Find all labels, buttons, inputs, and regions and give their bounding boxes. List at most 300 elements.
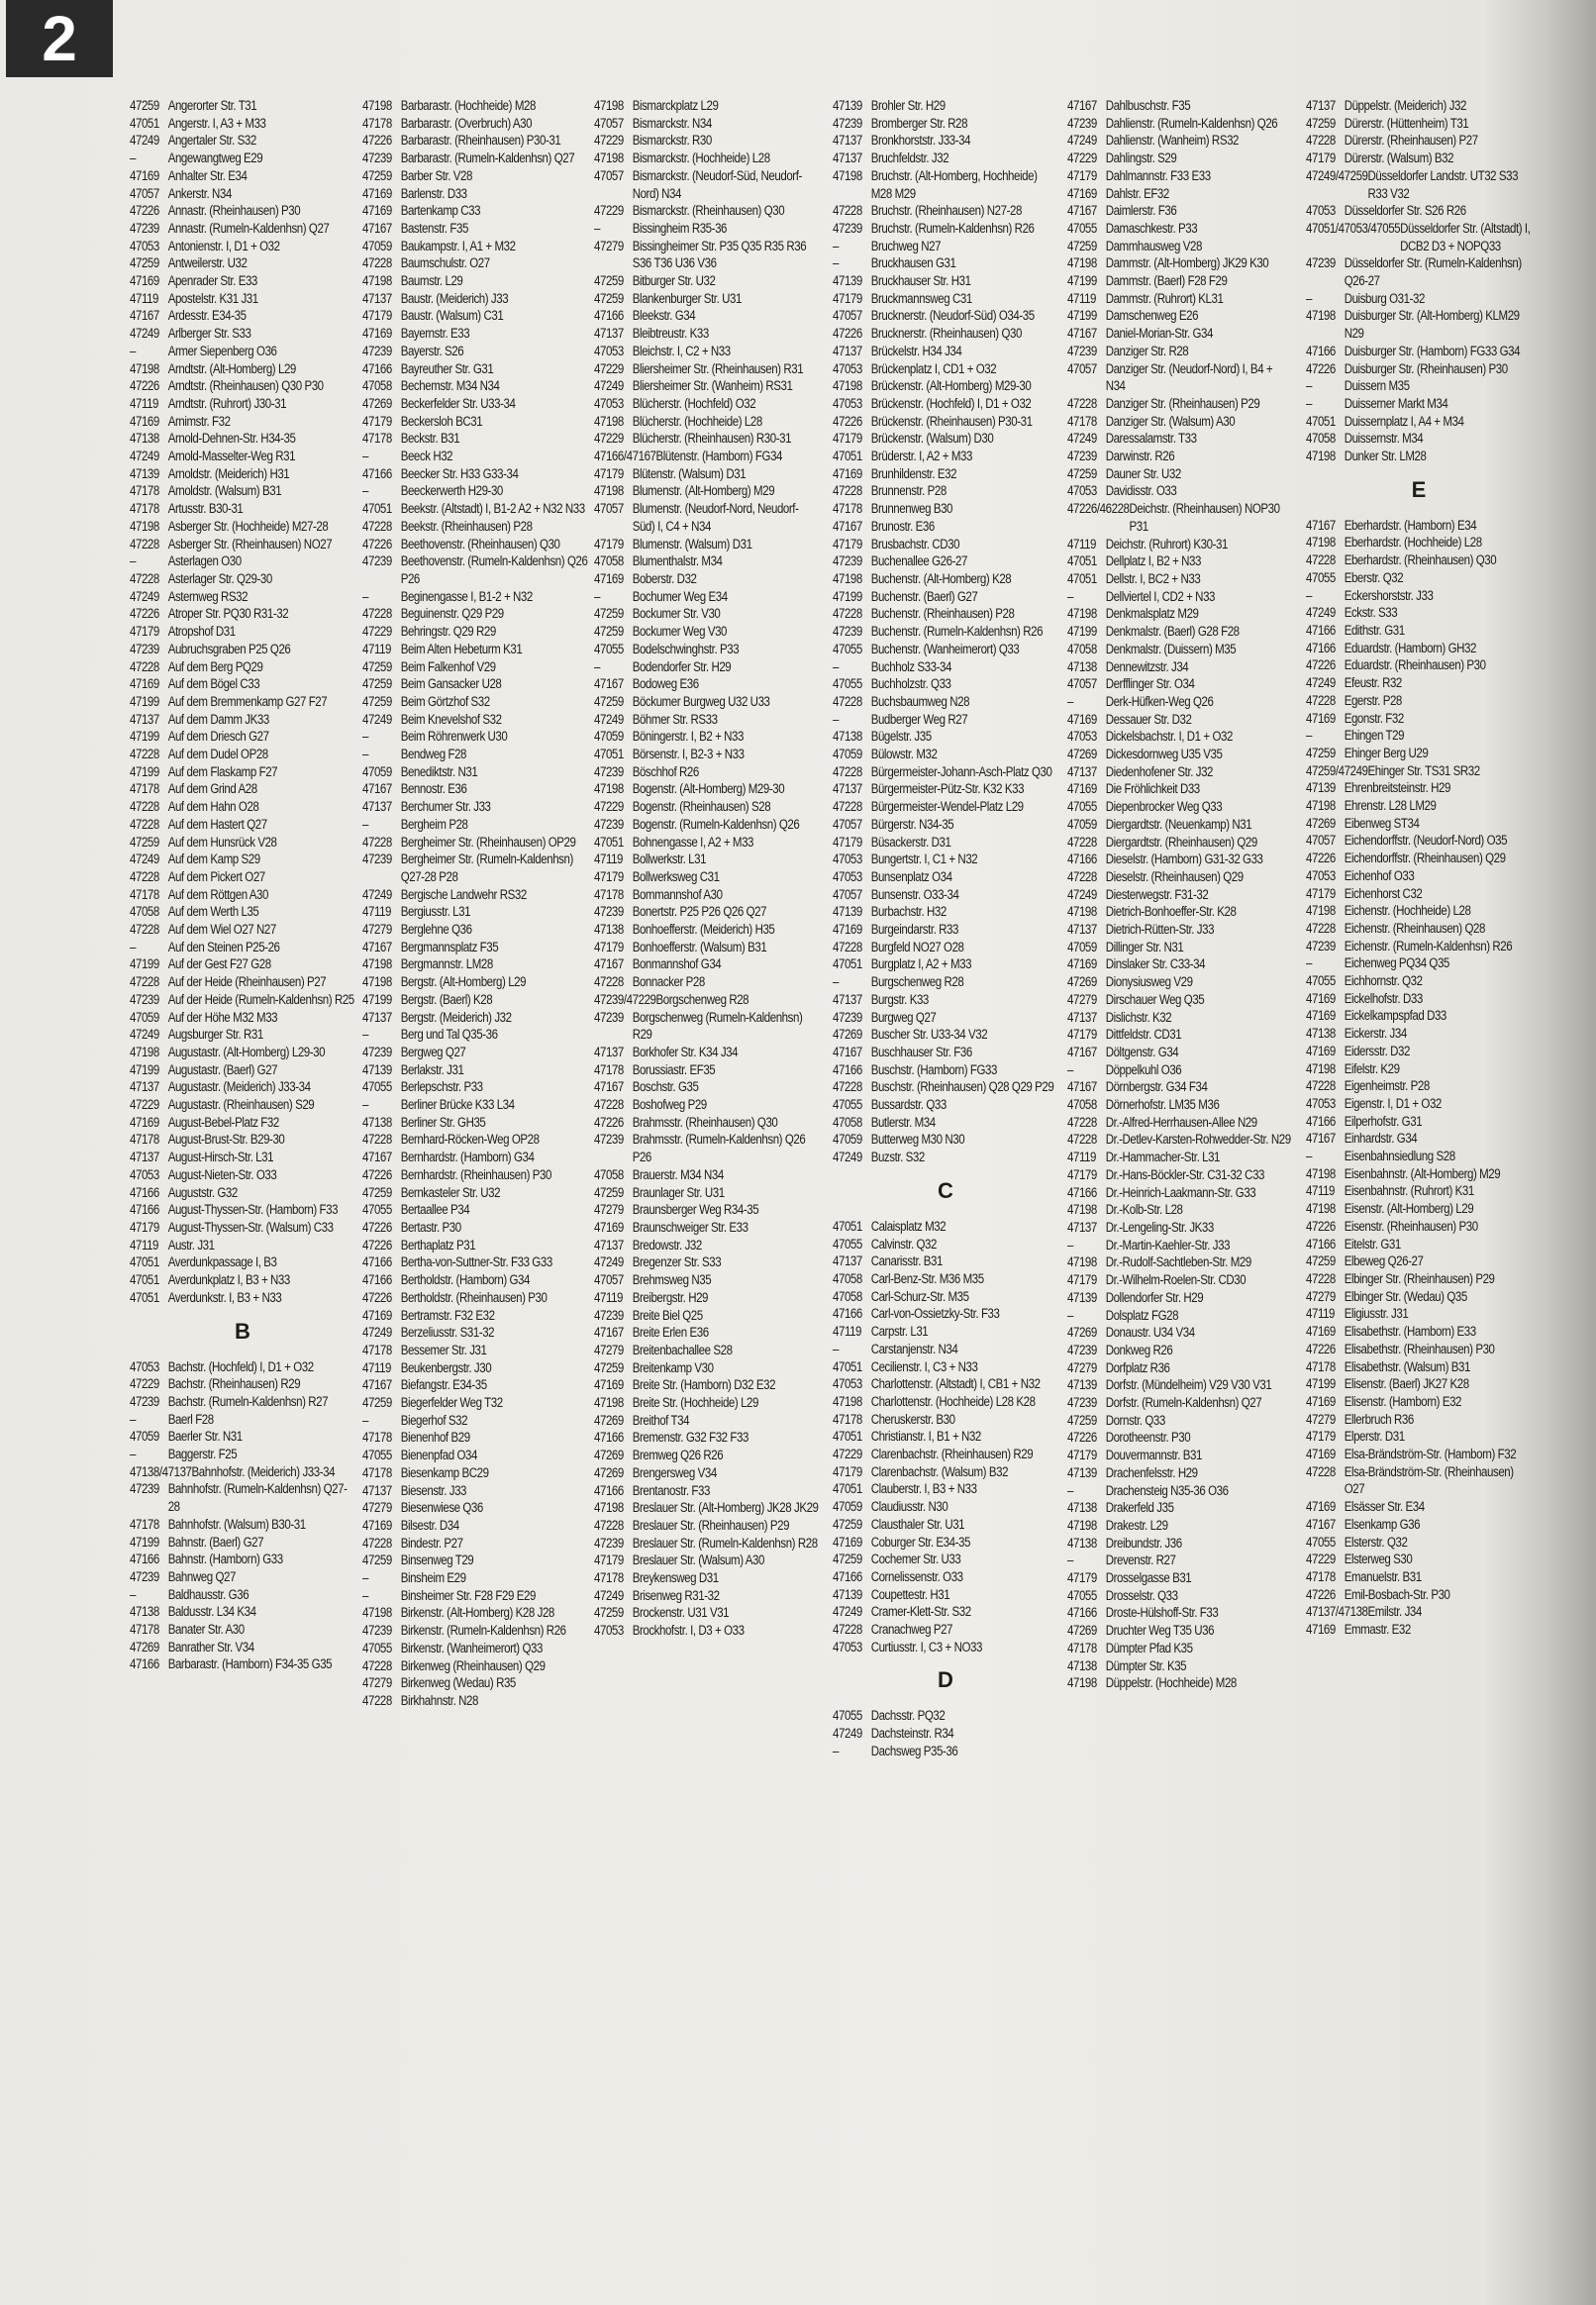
street-name: Buchenstr. (Wanheimerort) Q33 — [870, 641, 1020, 656]
postal-code: 47228 — [362, 255, 392, 271]
postal-code: 47178 — [833, 1411, 862, 1427]
street-name: Dickesdornweg U35 V35 — [1105, 747, 1223, 762]
street-name: August-Thyssen-Str. (Hamborn) F33 — [167, 1202, 339, 1218]
street-entry — [362, 1114, 588, 1132]
street-name: Augustastr. (Baerl) G27 — [167, 1061, 278, 1077]
street-name: Damaschkestr. P33 — [1105, 220, 1198, 236]
street-entry — [362, 360, 588, 378]
street-entry — [1306, 132, 1532, 150]
street-name: Auf dem Röttgen A30 — [167, 886, 269, 902]
street-entry — [362, 325, 588, 343]
street-name: Arnoldstr. (Meiderich) H31 — [167, 465, 290, 481]
street-entry — [362, 1394, 588, 1412]
street-entry — [362, 711, 588, 729]
street-name: Dieselstr. (Rheinhausen) Q29 — [1105, 868, 1244, 884]
street-entry — [362, 272, 588, 290]
postal-code: 47239 — [130, 641, 159, 656]
street-entry — [130, 1463, 355, 1481]
street-entry — [833, 254, 1058, 272]
postal-code: – — [1306, 1149, 1312, 1164]
street-entry — [1067, 307, 1293, 325]
street-entry — [130, 1289, 355, 1307]
street-entry — [362, 202, 588, 220]
street-entry — [1067, 1394, 1293, 1412]
postal-code: 47058 — [833, 1114, 862, 1130]
street-name: Elbinger Str. (Rheinhausen) P29 — [1344, 1271, 1495, 1286]
street-entry — [833, 939, 1058, 956]
street-entry — [594, 746, 820, 763]
street-name: Auf dem Grind A28 — [167, 781, 257, 797]
street-name: Eichenstr. (Rumeln-Kaldenhsn) R26 — [1344, 938, 1513, 953]
street-entry — [1067, 500, 1293, 535]
street-entry — [1067, 693, 1293, 711]
street-name: Armer Siepenberg O36 — [167, 343, 277, 358]
street-entry — [130, 1184, 355, 1202]
street-name: Arndtstr. (Alt-Homberg) L29 — [167, 360, 296, 376]
street-name: Annastr. (Rumeln-Kaldenhsn) Q27 — [167, 220, 330, 236]
postal-code: 47139 — [1306, 780, 1336, 796]
postal-code: – — [833, 711, 839, 727]
street-name: Brückenstr. (Alt-Homberg) M29-30 — [870, 378, 1032, 394]
postal-code: 47179 — [833, 431, 862, 447]
street-entry — [130, 518, 355, 536]
postal-code: 47053 — [833, 360, 862, 376]
street-entry — [833, 150, 1058, 167]
postal-code: 47228 — [362, 1132, 392, 1148]
street-entry — [130, 868, 355, 886]
postal-code: 47179 — [362, 413, 392, 429]
street-name: Carl-Schurz-Str. M35 — [870, 1288, 969, 1304]
postal-code: 47259 — [594, 1184, 624, 1200]
postal-code: 47239 — [1067, 449, 1097, 464]
postal-code: – — [362, 588, 368, 604]
postal-code: – — [1306, 587, 1312, 603]
postal-code: 47051 — [833, 1429, 862, 1445]
postal-code: 47137 — [1067, 1220, 1097, 1235]
postal-code: 47119 — [594, 1289, 624, 1305]
street-name: Baerler Str. N31 — [167, 1429, 243, 1445]
street-name: Binsheim E29 — [400, 1570, 466, 1586]
postal-code: 47057 — [594, 1272, 624, 1288]
street-entry — [594, 132, 820, 150]
postal-code: – — [362, 449, 368, 464]
street-name: Böckumer Burgweg U32 U33 — [632, 693, 770, 709]
street-name: Bismarckstr. (Hochheide) L28 — [632, 150, 770, 166]
postal-code: 47239 — [362, 1623, 392, 1639]
street-entry — [362, 780, 588, 798]
street-name: Dorotheenstr. P30 — [1105, 1430, 1191, 1446]
postal-code: 47249 — [130, 133, 159, 149]
street-entry — [594, 588, 820, 606]
street-name: Dinslaker Str. C33-34 — [1105, 956, 1206, 972]
street-entry — [833, 1218, 1058, 1236]
postal-code: 47166 — [833, 1306, 862, 1322]
street-name: Cecilienstr. I, C3 + N33 — [870, 1358, 978, 1374]
street-name: Beim Gansacker U28 — [400, 676, 502, 692]
postal-code: 47138 — [833, 729, 862, 745]
street-name: Deichstr. (Rheinhausen) NOP30 P31 — [1129, 501, 1280, 534]
street-name: Eigenstr. I, D1 + O32 — [1344, 1095, 1442, 1111]
street-entry — [130, 307, 355, 325]
street-entry — [130, 693, 355, 711]
street-name: Baldusstr. L34 K34 — [167, 1604, 256, 1620]
street-entry — [130, 1603, 355, 1621]
street-name: Berg und Tal Q35-36 — [400, 1027, 498, 1043]
postal-code: 47229 — [594, 203, 624, 219]
street-entry — [833, 202, 1058, 220]
street-entry — [1306, 1113, 1532, 1131]
street-entry — [1067, 1166, 1293, 1184]
postal-code: 47055 — [833, 1236, 862, 1252]
street-entry — [594, 1394, 820, 1412]
postal-code: – — [1067, 1237, 1073, 1253]
postal-code: 47053 — [130, 238, 159, 253]
street-name: Boshofweg P29 — [632, 1097, 707, 1113]
postal-code: 47057 — [594, 501, 624, 517]
postal-code: 47228 — [362, 1535, 392, 1551]
street-name: Bergmannstr. LM28 — [400, 956, 493, 972]
street-name: Bürgermeister-Wendel-Platz L29 — [870, 799, 1024, 815]
street-name: Bromberger Str. R28 — [870, 115, 968, 131]
street-entry — [594, 973, 820, 991]
street-entry — [1067, 973, 1293, 991]
street-entry — [833, 343, 1058, 360]
street-name: Berliner Brücke K33 L34 — [400, 1097, 515, 1113]
street-name: Breite Erlen E36 — [632, 1325, 709, 1341]
street-entry — [1067, 465, 1293, 483]
street-name: Egonstr. F32 — [1344, 710, 1404, 726]
street-entry — [1306, 1446, 1532, 1463]
postal-code: 47228 — [1306, 1078, 1336, 1094]
postal-code: 47269 — [594, 1412, 624, 1428]
street-entry — [1067, 763, 1293, 781]
street-name: Bayernstr. E33 — [400, 326, 470, 342]
street-entry — [594, 1078, 820, 1096]
street-entry — [130, 973, 355, 991]
street-name: Bertholdstr. (Hamborn) G34 — [400, 1272, 530, 1288]
street-entry — [1067, 1307, 1293, 1325]
street-name: Eichendorffstr. (Rheinhausen) Q29 — [1344, 851, 1506, 866]
postal-code: 47179 — [1067, 167, 1097, 183]
street-entry — [362, 1464, 588, 1482]
street-name: Drevenstr. R27 — [1105, 1553, 1176, 1568]
postal-code: 47239 — [1067, 1395, 1097, 1411]
street-entry — [1306, 1516, 1532, 1534]
street-entry — [594, 903, 820, 921]
postal-code: 47269 — [833, 1027, 862, 1043]
street-name: Breite Biel Q25 — [632, 1307, 703, 1323]
street-entry — [1306, 1236, 1532, 1253]
street-entry — [1067, 798, 1293, 816]
postal-code: 47057 — [1067, 360, 1097, 376]
street-name: Auf dem Damm JK33 — [167, 711, 269, 727]
street-entry — [1306, 1463, 1532, 1498]
street-entry — [362, 1289, 588, 1307]
street-name: Böningerstr. I, B2 + N33 — [632, 729, 744, 745]
postal-code: 47169 — [1067, 956, 1097, 972]
street-name: Bennostr. E36 — [400, 781, 467, 797]
street-entry — [362, 816, 588, 834]
postal-code: 47137 — [1067, 1009, 1097, 1025]
street-name: August-Thyssen-Str. (Walsum) C33 — [167, 1220, 334, 1235]
postal-code: 47055 — [833, 1097, 862, 1113]
postal-code: 47249 — [1306, 675, 1336, 691]
postal-code: 47179 — [1067, 1272, 1097, 1288]
street-entry — [362, 185, 588, 203]
street-entry — [130, 1621, 355, 1639]
street-name: Emilstr. J34 — [1367, 1604, 1422, 1620]
street-entry — [594, 1552, 820, 1569]
street-entry — [362, 552, 588, 587]
postal-code: – — [1067, 1061, 1073, 1077]
postal-code: 47198 — [1067, 1517, 1097, 1533]
postal-code: 47178 — [594, 886, 624, 902]
street-entry — [1067, 97, 1293, 115]
street-entry — [833, 1516, 1058, 1534]
street-name: Bastenstr. F35 — [400, 220, 468, 236]
postal-code: 47119 — [130, 395, 159, 411]
street-entry — [594, 343, 820, 360]
postal-code: 47259/47249 — [1306, 762, 1368, 778]
street-entry — [362, 1237, 588, 1254]
street-entry — [130, 1253, 355, 1271]
street-name: Breitenbachallee S28 — [632, 1342, 733, 1357]
postal-code: – — [130, 343, 136, 358]
street-entry — [594, 1324, 820, 1342]
street-entry — [594, 1535, 820, 1553]
section-letter: E — [1411, 476, 1427, 502]
postal-code: 47137/47138 — [1306, 1604, 1368, 1620]
postal-code: – — [1067, 1482, 1073, 1498]
postal-code: 47198 — [1067, 1675, 1097, 1691]
street-entry — [1067, 903, 1293, 921]
postal-code: – — [833, 255, 839, 271]
street-entry — [130, 1568, 355, 1586]
section-letter: C — [938, 1177, 953, 1203]
street-entry — [1067, 816, 1293, 834]
postal-code: 47259 — [833, 1516, 862, 1532]
postal-code: 47178 — [362, 1342, 392, 1357]
street-name: Düppelstr. (Hochheide) M28 — [1105, 1675, 1237, 1691]
street-name: Breslauer Str. (Alt-Homberg) JK28 JK29 — [632, 1500, 819, 1516]
street-entry — [362, 1412, 588, 1430]
street-name: Blücherstr. (Rheinhausen) R30-31 — [632, 431, 792, 447]
street-name: Baustr. (Meiderich) J33 — [400, 290, 509, 306]
street-name: Böschhof R26 — [632, 763, 699, 779]
postal-code: 47249 — [594, 1254, 624, 1270]
street-name: Beckstr. B31 — [400, 431, 460, 447]
street-entry — [833, 780, 1058, 798]
postal-code: 47169 — [1306, 1043, 1336, 1058]
postal-code: 47279 — [362, 1675, 392, 1691]
street-entry — [130, 1026, 355, 1044]
street-entry — [833, 1375, 1058, 1393]
street-entry — [594, 150, 820, 167]
street-name: Düsseldorfer Landstr. UT32 S33 R33 V32 — [1367, 167, 1519, 201]
street-name: Eidersstr. D32 — [1344, 1043, 1411, 1058]
street-entry — [130, 570, 355, 588]
postal-code: 47137 — [362, 799, 392, 815]
postal-code: 47166 — [833, 1568, 862, 1584]
postal-code: 47269 — [594, 1448, 624, 1463]
postal-code: 47058 — [833, 1288, 862, 1304]
street-name: Asternweg RS32 — [167, 588, 249, 604]
street-name: Eduardstr. (Rheinhausen) P30 — [1344, 657, 1486, 673]
street-entry — [1306, 902, 1532, 920]
street-name: Calvinstr. Q32 — [870, 1236, 938, 1252]
street-name: Bessemer Str. J31 — [400, 1342, 487, 1357]
postal-code: 47259 — [362, 1184, 392, 1200]
postal-code: 47226 — [130, 378, 159, 394]
postal-code: 47198 — [1067, 255, 1097, 271]
postal-code: 47198 — [1067, 1254, 1097, 1270]
street-entry — [594, 955, 820, 973]
street-name: Dahlbuschstr. F35 — [1105, 98, 1191, 113]
street-name: Bleibtreustr. K33 — [632, 326, 709, 342]
street-entry — [362, 991, 588, 1009]
street-entry — [594, 290, 820, 308]
postal-code: 47166 — [130, 1656, 159, 1672]
street-entry — [1067, 150, 1293, 167]
postal-code: 47198 — [833, 167, 862, 183]
postal-code: 47259 — [594, 1359, 624, 1375]
street-name: Bergiusstr. L31 — [400, 904, 471, 920]
street-name: Blütenstr. (Walsum) D31 — [632, 465, 747, 481]
street-entry — [130, 1131, 355, 1149]
street-name: Bachstr. (Rumeln-Kaldenhsn) R27 — [167, 1393, 329, 1409]
street-name: Arnold-Dehnen-Str. H34-35 — [167, 431, 296, 447]
street-entry — [1067, 1026, 1293, 1044]
postal-code: 47167 — [1306, 1516, 1336, 1532]
street-name: Elperstr. D31 — [1344, 1429, 1405, 1445]
street-name: Bertha-von-Suttner-Str. F33 G33 — [400, 1254, 552, 1270]
street-entry — [362, 1219, 588, 1237]
street-entry — [1306, 867, 1532, 885]
street-entry — [362, 1201, 588, 1219]
street-name: Auf dem Hastert Q27 — [167, 816, 267, 832]
street-entry — [1306, 1130, 1532, 1148]
street-name: Bunsenstr. O33-34 — [870, 886, 959, 902]
postal-code: 47119 — [130, 290, 159, 306]
street-name: Beim Falkenhof V29 — [400, 658, 496, 674]
street-name: Drakestr. L29 — [1105, 1517, 1168, 1533]
street-entry — [362, 220, 588, 238]
postal-code: 47119 — [362, 904, 392, 920]
street-entry — [362, 377, 588, 395]
street-entry — [362, 921, 588, 939]
street-entry — [594, 605, 820, 623]
postal-code: 47059 — [594, 729, 624, 745]
street-name: Blütenstr. (Hamborn) FG34 — [655, 449, 783, 464]
postal-code: 47239 — [594, 763, 624, 779]
postal-code: 47139 — [130, 465, 159, 481]
street-name: Baustr. (Walsum) C31 — [400, 308, 504, 324]
street-name: Cranachweg P27 — [870, 1622, 953, 1638]
street-entry — [833, 746, 1058, 763]
postal-code: 47119 — [1306, 1306, 1336, 1322]
street-name: Baumschulstr. O27 — [400, 255, 490, 271]
street-name: Eickelkampspfad D33 — [1344, 1008, 1446, 1024]
postal-code: 47057 — [1067, 676, 1097, 692]
street-name: Angerstr. I, A3 + M33 — [167, 115, 266, 131]
street-name: Dickelsbachstr. I, D1 + O32 — [1105, 729, 1233, 745]
street-name: Bruchfeldstr. J32 — [870, 150, 949, 166]
street-name: Bayerstr. S26 — [400, 343, 464, 358]
street-name: Dillinger Str. N31 — [1105, 939, 1184, 954]
postal-code: 47228 — [362, 834, 392, 850]
street-entry — [1067, 185, 1293, 203]
postal-code: 47279 — [594, 1202, 624, 1218]
street-name: Danziger Str. (Neudorf-Nord) I, B4 + N34 — [1105, 360, 1273, 394]
street-entry — [130, 1534, 355, 1552]
street-name: Ehingen T29 — [1344, 728, 1405, 744]
postal-code: 47249 — [130, 1027, 159, 1043]
street-entry — [1067, 780, 1293, 798]
postal-code: 47058 — [1306, 431, 1336, 447]
postal-code: 47249 — [1067, 886, 1097, 902]
street-name: Burgstr. K33 — [870, 991, 929, 1007]
street-name: Brückenstr. (Walsum) D30 — [870, 431, 994, 447]
postal-code: 47259 — [1067, 465, 1097, 481]
street-entry — [833, 307, 1058, 325]
street-name: Cochemer Str. U33 — [870, 1552, 961, 1567]
street-name: Droste-Hülshoff-Str. F33 — [1105, 1605, 1219, 1621]
street-entry — [594, 465, 820, 483]
street-name: Danziger Str. R28 — [1105, 343, 1189, 358]
street-name: Eickelhofstr. D33 — [1344, 990, 1423, 1006]
street-entry — [130, 325, 355, 343]
postal-code: 47169 — [362, 1307, 392, 1323]
postal-code: 47051 — [1067, 570, 1097, 586]
postal-code: 47228 — [1067, 868, 1097, 884]
street-entry — [362, 1429, 588, 1447]
postal-code: 47139 — [833, 904, 862, 920]
street-name: Bürgermeister-Pütz-Str. K32 K33 — [870, 781, 1025, 797]
postal-code: 47169 — [130, 167, 159, 183]
street-name: Daressalamstr. T33 — [1105, 431, 1197, 447]
street-name: Bonnacker P28 — [632, 974, 705, 990]
street-entry — [1306, 534, 1532, 551]
street-name: Eberhardstr. (Rheinhausen) Q30 — [1344, 552, 1497, 568]
postal-code: – — [362, 483, 368, 499]
street-entry — [362, 851, 588, 885]
postal-code: 47239 — [1067, 1342, 1097, 1357]
street-name: Bunsenplatz O34 — [870, 868, 952, 884]
street-name: Clarenbachstr. (Rheinhausen) R29 — [870, 1447, 1034, 1462]
street-name: Barlenstr. D33 — [400, 185, 467, 201]
street-entry — [833, 868, 1058, 886]
postal-code: 47166 — [594, 1430, 624, 1446]
postal-code: 47178 — [833, 501, 862, 517]
street-entry — [362, 1657, 588, 1675]
street-name: Borgschenweg R28 — [655, 991, 749, 1007]
street-name: Döppelkuhl O36 — [1105, 1061, 1182, 1077]
street-name: Ellerbruch R36 — [1344, 1411, 1414, 1427]
street-name: Daniel-Morian-Str. G34 — [1105, 326, 1214, 342]
postal-code: 47166 — [1067, 1184, 1097, 1200]
postal-code: 47198 — [1306, 798, 1336, 814]
street-entry — [362, 500, 588, 518]
street-name: Düsseldorfer Str. S26 R26 — [1344, 203, 1466, 219]
street-entry — [594, 1201, 820, 1219]
postal-code: 47169 — [362, 1517, 392, 1533]
postal-code: 47166 — [1306, 1113, 1336, 1129]
street-name: Brengersweg V34 — [632, 1464, 717, 1480]
postal-code: 47051 — [1067, 553, 1097, 569]
postal-code: 47226 — [833, 326, 862, 342]
postal-code: 47226 — [130, 203, 159, 219]
postal-code: 47249/47259 — [1306, 167, 1368, 183]
